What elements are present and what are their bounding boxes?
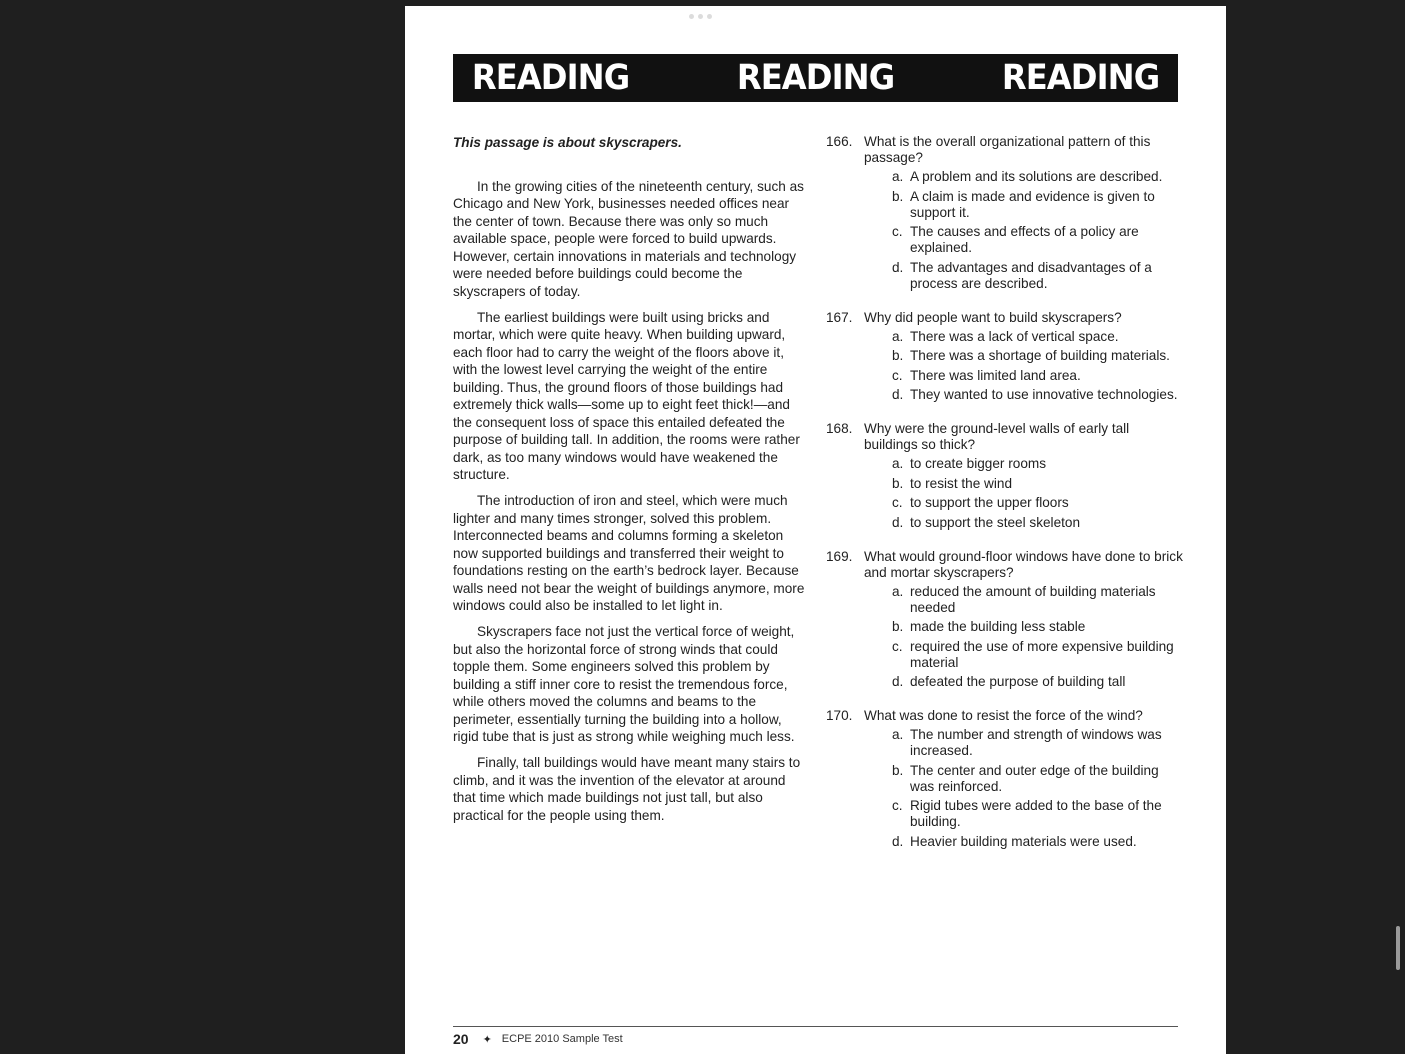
reading-passage [453,134,806,833]
dot [707,14,712,19]
question-header [826,134,1186,166]
option-letter: d. [892,259,904,275]
question-header [826,421,1186,453]
passage-paragraph: The earliest buildings were built using bricks and mortar, which were quite heavy. When building upward, each floor had to carry the weight of the floors above it, with the lowest level carrying the weight of the entire building. Thus, the ground floors of those buildings had extremely thick walls—some up to eight feet thick!—and the consequent loss of space this entailed defeated the purpose of building tall. In addition, the rooms were rather dark, as too many windows would have weakened the structure. [453,309,800,482]
answer-options [826,329,1186,404]
answer-option[interactable] [892,348,1186,364]
answer-option[interactable] [892,456,1186,472]
answer-options [826,456,1186,531]
passage-paragraph: The introduction of iron and steel, which were much lighter and many times stronger, solved this problem. Interconnected beams and columns forming a skeleton now supported buildings and transferred their weight to foundations resting on the earth’s bedrock layer. Because walls need not bear the weight of buildings anymore, more windows could also be installed to let light in. [453,493,805,613]
answer-option[interactable] [892,798,1186,830]
option-text: A problem and its solutions are described. [910,169,1163,184]
question-text: What would ground-floor windows have done to brick and mortar skyscrapers? [864,548,1183,580]
option-letter: c. [892,495,903,510]
question-number: 166. [826,134,853,149]
question-number: 168. [826,421,853,436]
option-letter: d. [892,674,904,689]
page-number: 20 [453,1031,469,1047]
option-text: Heavier building materials were used. [910,833,1137,849]
banner-label-left: READING [471,58,630,98]
answer-option[interactable] [892,476,1186,492]
passage-paragraph: Finally, tall buildings would have meant many stairs to climb, and it was the invention of the elevator at around that time which made buildings not just tall, but also practical for the people using them. [453,755,801,823]
diamond-separator-icon: ✦ [482,1033,492,1046]
option-text: A claim is made and evidence is given to support it. [910,188,1155,220]
dot [698,14,703,19]
option-text: required the use of more expensive building material [910,638,1174,670]
option-text: to support the steel skeleton [910,514,1081,530]
option-letter: d. [892,833,904,849]
option-text: There was a lack of vertical space. [910,328,1119,344]
answer-option[interactable] [892,834,1186,850]
question-header [826,708,1186,724]
option-text: to support the upper floors [910,495,1069,510]
question-item [826,708,1186,850]
footer-source: ECPE 2010 Sample Test [501,1033,623,1045]
option-letter: a. [892,583,904,599]
answer-option[interactable] [892,584,1186,616]
question-text: Why were the ground-level walls of early tall buildings so thick? [864,421,1130,452]
page-footer [453,1026,1178,1047]
answer-option[interactable] [892,763,1186,795]
question-number: 170. [826,708,853,723]
question-header [826,310,1186,326]
option-letter: c. [892,798,903,813]
option-letter: c. [892,224,903,239]
passage-paragraph: Skyscrapers face not just the vertical force of weight, but also the horizontal force of strong winds that could topple them. Some engineers solved this problem by building a stiff inner core to resist the tremendous force, while others moved the columns and beams to the perimeter, essentially turning the building into a hollow, rigid tube that is just as strong while weighing much less. [453,624,795,744]
question-header [826,549,1186,581]
option-letter: b. [892,762,904,778]
question-item [826,421,1186,531]
page-handle-dots[interactable] [689,14,712,19]
option-text: to resist the wind [910,475,1012,491]
option-letter: b. [892,348,904,363]
option-letter: a. [892,456,904,471]
option-text: defeated the purpose of building tall [910,674,1126,689]
option-letter: c. [892,367,903,383]
answer-option[interactable] [892,368,1186,384]
answer-option[interactable] [892,619,1186,635]
option-text: There was a shortage of building materials. [910,348,1170,363]
option-text: There was limited land area. [910,367,1081,383]
option-text: The center and outer edge of the building was reinforced. [910,762,1159,794]
question-text: What is the overall organizational pattern of this passage? [864,134,1151,165]
question-number: 167. [826,309,853,325]
question-item [826,310,1186,404]
scrollbar-thumb[interactable] [1396,926,1400,970]
dot [689,14,694,19]
option-letter: c. [892,638,903,654]
question-text: Why did people want to build skyscrapers? [864,309,1122,325]
option-letter: d. [892,514,904,530]
answer-option[interactable] [892,515,1186,531]
option-text: Rigid tubes were added to the base of the building. [910,798,1162,829]
answer-option[interactable] [892,639,1186,671]
answer-option[interactable] [892,495,1186,511]
option-text: to create bigger rooms [910,456,1047,471]
question-item [826,549,1186,691]
option-text: The causes and effects of a policy are explained. [910,224,1139,255]
option-letter: a. [892,169,904,184]
option-text: They wanted to use innovative technologies. [910,387,1178,402]
passage-paragraph: In the growing cities of the nineteenth century, such as Chicago and New York, businesses needed offices near the center of town. Because there was only so much available space, people were forced to build upwards. However, certain innovations in materials and technology were needed before buildings could become the skyscrapers of today. [453,178,804,299]
section-banner [453,54,1178,102]
passage-intro: This passage is about skyscrapers. [453,135,682,150]
answer-options [826,584,1186,691]
answer-option[interactable] [892,329,1186,345]
option-letter: b. [892,188,904,204]
option-text: The advantages and disadvantages of a process are described. [910,259,1152,291]
option-letter: a. [892,727,904,742]
answer-option[interactable] [892,189,1186,221]
answer-options [826,169,1186,292]
option-letter: b. [892,619,904,634]
option-text: The number and strength of windows was increased. [910,727,1162,758]
option-letter: d. [892,387,904,402]
answer-option[interactable] [892,387,1186,403]
answer-option[interactable] [892,727,1186,759]
question-text: What was done to resist the force of the wind? [864,708,1143,723]
answer-option[interactable] [892,224,1186,256]
banner-label-right: READING [1001,58,1160,98]
answer-option[interactable] [892,169,1186,185]
question-item [826,134,1186,292]
option-letter: a. [892,328,904,344]
answer-option[interactable] [892,260,1186,292]
banner-label-center: READING [736,58,895,98]
answer-options [826,727,1186,850]
option-text: made the building less stable [910,619,1086,634]
document-page [405,6,1226,1054]
option-text: reduced the amount of building materials needed [910,583,1156,615]
answer-option[interactable] [892,674,1186,690]
question-list [826,134,1186,868]
question-number: 169. [826,548,853,564]
option-letter: b. [892,475,904,491]
